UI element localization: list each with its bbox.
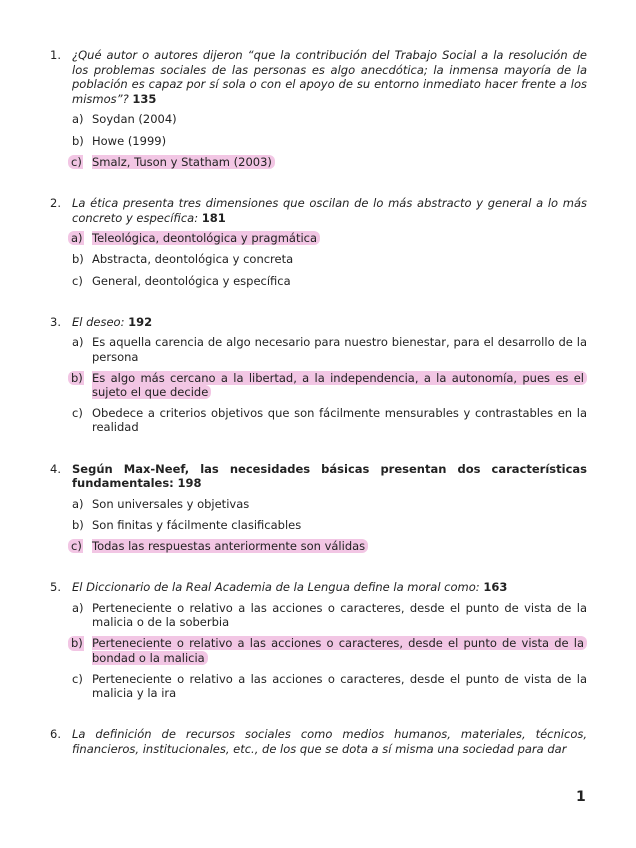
page-reference: 198 — [177, 476, 202, 491]
option-c: c) Obedece a criterios objetivos que son fácilmente mensurables y contrastables en la realidad — [72, 406, 587, 435]
options — [72, 601, 587, 700]
page-reference: 192 — [128, 314, 153, 329]
question-text: El deseo: 192 — [72, 314, 153, 329]
question-number: 3. — [50, 314, 61, 329]
option-c: c) General, deontológica y específica — [72, 273, 291, 288]
options — [72, 335, 587, 434]
question-text: La definición de recursos sociales como medios humanos, materiales, técnicos, financieros, institucionales, etc., de los que se dota a sí misma una sociedad para dar — [72, 727, 587, 756]
option-c: c) Perteneciente o relativo a las acciones o caracteres, desde el punto de vista de la malicia y la ira — [72, 671, 587, 700]
option-a: a) Soydan (2004) — [72, 112, 177, 127]
question-1 — [50, 48, 587, 169]
question-text: ¿Qué autor o autores dijeron “que la contribución del Trabajo Social a la resolución de los problemas sociales de las personas es algo anecdótica; la inmensa mayoría de la población es capaz por sí sola o con el apoyo de su entorno inmediato hacer frente a los mismos”? 135 — [72, 48, 587, 106]
option-b-highlighted: b) Es algo más cercano a la libertad, a la independencia, a la autonomía, pues es el sujeto el que decide — [72, 371, 587, 399]
option-a: a) Perteneciente o relativo a las acciones o caracteres, desde el punto de vista de la malicia o de la soberbia — [72, 600, 587, 630]
question-list — [50, 48, 587, 756]
option-a: a) Es aquella carencia de algo necesario para nuestro bienestar, para el desarrollo de la persona — [72, 335, 587, 364]
page-number: 1 — [576, 789, 586, 805]
question-text: La ética presenta tres dimensiones que oscilan de lo más abstracto y general a lo más concreto y específica: 181 — [72, 195, 587, 225]
question-4 — [50, 462, 587, 554]
question-2 — [50, 196, 587, 288]
page-reference: 135 — [132, 91, 157, 106]
option-b: b) Son finitas y fácilmente clasificables — [72, 517, 302, 532]
option-a-highlighted: a) Teleológica, deontológica y pragmática — [72, 231, 587, 245]
question-text: Según Max-Neef, las necesidades básicas presentan dos características fundamentales: 198 — [72, 461, 587, 491]
option-a: a) Son universales y objetivas — [72, 496, 250, 511]
question-3 — [50, 315, 587, 435]
options — [72, 497, 587, 554]
options — [72, 112, 587, 169]
option-b-highlighted: b) Perteneciente o relativo a las acciones o caracteres, desde el punto de vista de la bondad o la malicia — [72, 636, 587, 664]
question-number: 6. — [50, 727, 61, 742]
question-number: 4. — [50, 461, 61, 476]
option-c-highlighted: c) Todas las respuestas anteriormente son válidas — [72, 539, 587, 553]
question-text: El Diccionario de la Real Academia de la Lengua define la moral como: 163 — [72, 580, 508, 595]
option-b: b) Howe (1999) — [72, 133, 167, 148]
option-b: b) Abstracta, deontológica y concreta — [72, 252, 294, 267]
options — [72, 231, 587, 288]
page-reference: 181 — [201, 210, 226, 225]
option-c-highlighted: c) Smalz, Tuson y Statham (2003) — [72, 155, 587, 169]
page-reference: 163 — [483, 580, 508, 595]
question-6 — [50, 727, 587, 756]
question-number: 5. — [50, 580, 61, 595]
question-number: 1. — [50, 48, 61, 62]
question-5 — [50, 580, 587, 700]
question-number: 2. — [50, 195, 61, 210]
